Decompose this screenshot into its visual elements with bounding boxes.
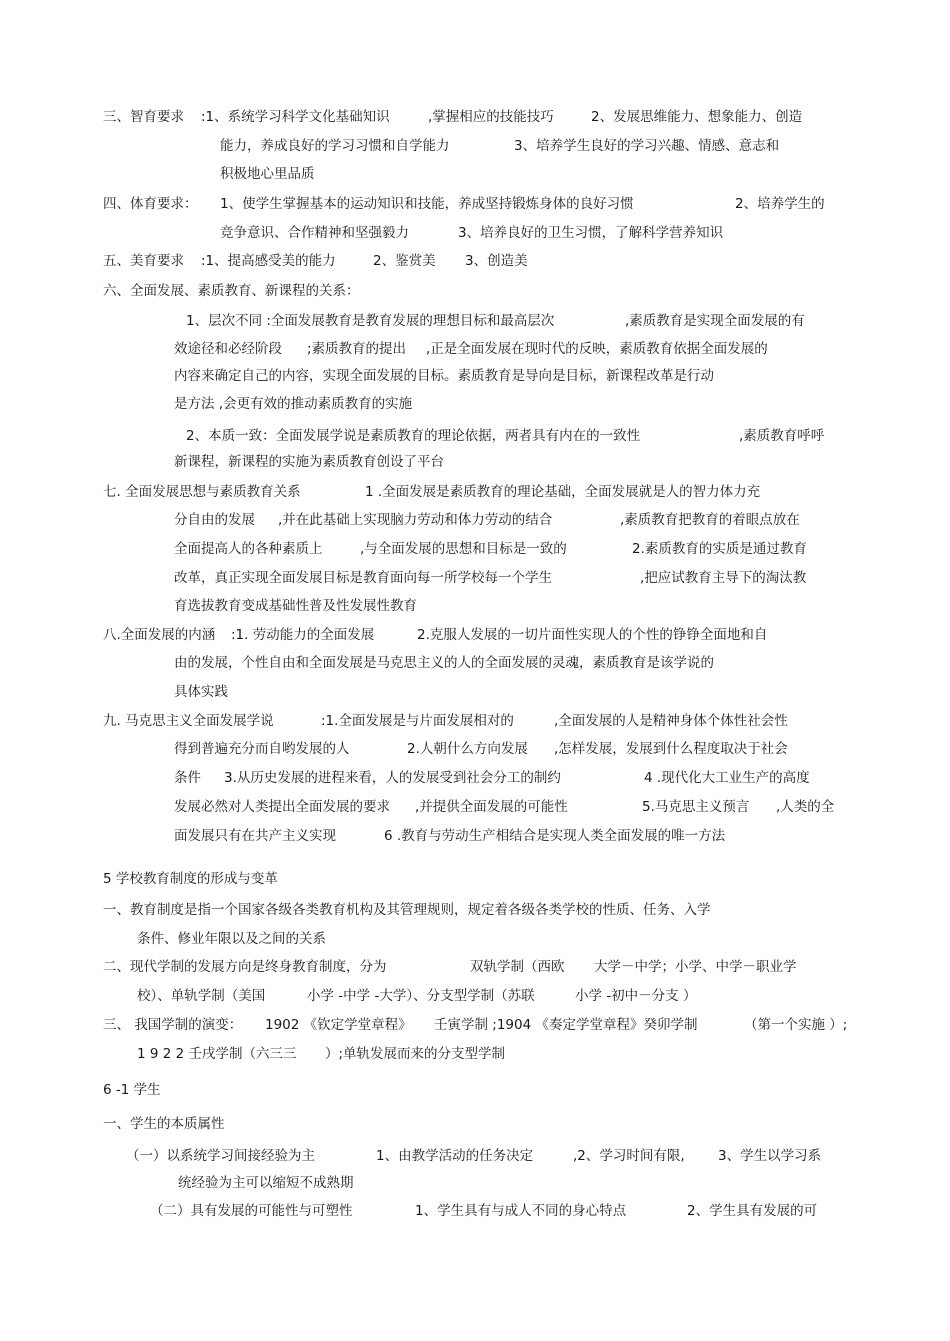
text-segment: 3、创造美 (465, 253, 528, 269)
text-segment: 分自由的发展 (174, 512, 255, 528)
section-heading: 八.全面发展的内涵 (103, 627, 216, 643)
text-segment: 1、使学生掌握基本的运动知识和技能，养成坚持锻炼身体的良好习惯 (220, 196, 634, 212)
text-segment: ,素质教育呼呼 (739, 428, 825, 444)
text-segment: 2.人朝什么方向发展 (407, 741, 528, 757)
text-segment: 双轨学制（西欧 (470, 959, 565, 975)
text-segment: ）;单轨发展而来的分支型学制 (325, 1046, 506, 1062)
text-segment: 二、现代学制的发展方向是终身教育制度，分为 (103, 959, 387, 975)
text-segment: 4 .现代化大工业生产的高度 (644, 770, 810, 786)
text-segment: 大学－中学；小学、中学－职业学 (594, 959, 797, 975)
text-segment: 新课程，新课程的实施为素质教育创设了平台 (174, 454, 444, 470)
text-segment: ,正是全面发展在现时代的反映，素质教育依据全面发展的 (426, 341, 768, 357)
text-segment: 一、教育制度是指一个国家各级各类教育机构及其管理规则，规定着各级各类学校的性质、任务、入学 (103, 902, 711, 918)
text-segment: 1、学生具有与成人不同的身心特点 (415, 1203, 627, 1219)
text-segment: 3、培养学生良好的学习兴趣、情感、意志和 (514, 138, 780, 154)
text-segment: 2.克服人发展的一切片面性实现人的个性的铮铮全面地和自 (417, 627, 768, 643)
text-segment: :1. 劳动能力的全面发展 (231, 627, 375, 643)
text-segment: 1、由教学活动的任务决定 (376, 1148, 534, 1164)
text-segment: 得到普遍充分而自哟发展的人 (174, 741, 350, 757)
text-segment: 条件 (174, 770, 201, 786)
text-segment: 全面提高人的各种素质上 (174, 541, 323, 557)
text-segment: ,把应试教育主导下的淘汰教 (640, 570, 807, 586)
chapter-title: 5 学校教育制度的形成与变革 (103, 871, 278, 887)
text-segment: 具体实践 (174, 684, 228, 700)
text-segment: 1、层次不同 :全面发展教育是教育发展的理想目标和最高层次 (186, 313, 555, 329)
section-heading: 五、美育要求 (103, 253, 184, 269)
text-segment: 壬寅学制 ;1904 《奏定学堂章程》癸卯学制 (434, 1017, 698, 1033)
text-segment: 2、学生具有发展的可 (687, 1203, 818, 1219)
section-heading: 三、智育要求 (103, 109, 184, 125)
text-segment: :1、提高感受美的能力 (201, 253, 336, 269)
text-segment: :1、系统学习科学文化基础知识 (201, 109, 390, 125)
text-segment: （第一个实施 ）; (744, 1017, 848, 1033)
text-segment: 三、 我国学制的演变： (103, 1017, 243, 1033)
text-segment: 2、鉴赏美 (373, 253, 436, 269)
text-segment: 1 9 2 2 壬戌学制（六三三 (137, 1046, 297, 1062)
text-segment: 积极地心里品质 (220, 166, 315, 182)
section-heading: 九. 马克思主义全面发展学说 (103, 713, 274, 729)
text-segment: 能力，养成良好的学习习惯和自学能力 (220, 138, 450, 154)
text-segment: :1.全面发展是与片面发展相对的 (321, 713, 514, 729)
text-segment: ,2、学习时间有限, (573, 1148, 685, 1164)
section-heading: 四、体育要求： (103, 196, 198, 212)
text-segment: 是方法 ,会更有效的推动素质教育的实施 (174, 396, 413, 412)
text-segment: ,与全面发展的思想和目标是一致的 (360, 541, 567, 557)
text-segment: ,并提供全面发展的可能性 (415, 799, 568, 815)
text-segment: 2、培养学生的 (735, 196, 825, 212)
text-segment: ,素质教育把教育的着眼点放在 (620, 512, 800, 528)
text-segment: 统经验为主可以缩短不成熟期 (178, 1175, 354, 1191)
text-segment: 2.素质教育的实质是通过教育 (632, 541, 807, 557)
text-segment: 小学 -初中－分支 ） (575, 988, 697, 1004)
text-segment: 竞争意识、合作精神和坚强毅力 (220, 225, 409, 241)
text-segment: 校）、单轨学制（美国 (137, 988, 266, 1004)
text-segment: 效途径和必经阶段 (174, 341, 282, 357)
text-segment: 改革，真正实现全面发展目标是教育面向每一所学校每一个学生 (174, 570, 552, 586)
text-segment: ,人类的全 (776, 799, 835, 815)
text-segment: 发展必然对人类提出全面发展的要求 (174, 799, 390, 815)
text-segment: ,素质教育是实现全面发展的有 (625, 313, 805, 329)
chapter-title: 6 -1 学生 (103, 1082, 161, 1098)
text-segment: 2、本质一致：全面发展学说是素质教育的理论依据，两者具有内在的一致性 (186, 428, 641, 444)
text-segment: 5.马克思主义预言 (642, 799, 750, 815)
text-segment: 小学 -中学 -大学）、分支型学制（苏联 (307, 988, 535, 1004)
text-segment: ,怎样发展，发展到什么程度取决于社会 (554, 741, 788, 757)
text-segment: （二）具有发展的可能性与可塑性 (150, 1203, 353, 1219)
text-segment: （一）以系统学习间接经验为主 (126, 1148, 315, 1164)
text-segment: 6 .教育与劳动生产相结合是实现人类全面发展的唯一方法 (384, 828, 726, 844)
text-segment: 条件、修业年限以及之间的关系 (137, 931, 326, 947)
section-heading: 六、全面发展、素质教育、新课程的关系： (103, 283, 360, 299)
text-segment: 3.从历史发展的进程来看，人的发展受到社会分工的制约 (224, 770, 561, 786)
text-segment: 育选拔教育变成基础性普及性发展性教育 (174, 598, 417, 614)
text-segment: ,并在此基础上实现脑力劳动和体力劳动的结合 (278, 512, 553, 528)
text-segment: 由的发展，个性自由和全面发展是马克思主义的人的全面发展的灵魂，素质教育是该学说的 (174, 655, 714, 671)
text-segment: 3、学生以学习系 (718, 1148, 822, 1164)
text-segment: 内容来确定自己的内容，实现全面发展的目标。素质教育是导向是目标，新课程改革是行动 (174, 368, 714, 384)
section-heading: 七. 全面发展思想与素质教育关系 (103, 484, 301, 500)
text-segment: ,掌握相应的技能技巧 (428, 109, 554, 125)
text-segment: 2、发展思维能力、想象能力、创造 (591, 109, 803, 125)
text-segment: ;素质教育的提出 (307, 341, 407, 357)
text-segment: 1902 《钦定学堂章程》 (265, 1017, 412, 1033)
text-segment: 1 .全面发展是素质教育的理论基础，全面发展就是人的智力体力充 (365, 484, 761, 500)
text-segment: 面发展只有在共产主义实现 (174, 828, 336, 844)
text-segment: ,全面发展的人是精神身体个体性社会性 (554, 713, 788, 729)
text-segment: 3、培养良好的卫生习惯，了解科学营养知识 (458, 225, 724, 241)
section-heading: 一、学生的本质属性 (103, 1116, 225, 1132)
